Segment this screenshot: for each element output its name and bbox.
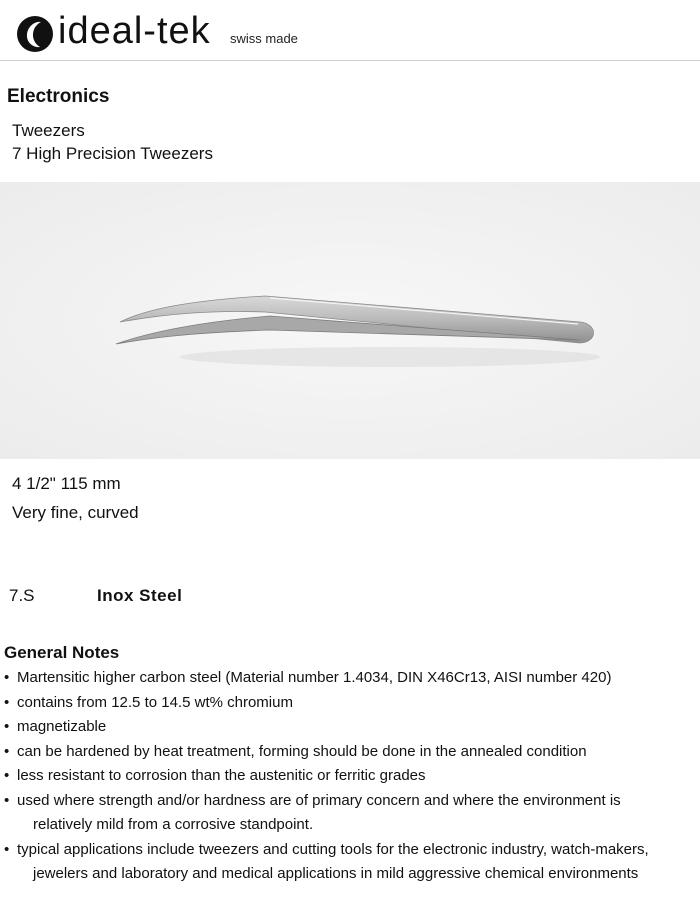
notes-title: General Notes bbox=[4, 643, 120, 662]
list-item: • typical applications include tweezers and cutting tools for the electronic industry, watch-makers, jewelers and laboratory and medical applications in mild aggressive chemical environments bbox=[4, 840, 649, 882]
product-code: 7.S bbox=[9, 586, 35, 605]
category-heading: Electronics bbox=[7, 86, 110, 107]
product-material: Inox Steel bbox=[97, 586, 183, 605]
list-item: • can be hardened by heat treatment, forming should be done in the annealed condition bbox=[4, 742, 587, 760]
list-item: • contains from 12.5 to 14.5 wt% chromium bbox=[4, 693, 293, 711]
page-header bbox=[0, 0, 700, 61]
product-tip: Very fine, curved bbox=[12, 503, 139, 522]
product-size: 4 1/2" 115 mm bbox=[12, 474, 121, 493]
list-item: • Martensitic higher carbon steel (Material number 1.4034, DIN X46Cr13, AISI number 420) bbox=[4, 669, 612, 686]
product-title: 7 High Precision Tweezers bbox=[12, 144, 213, 163]
curved-tweezers-photo bbox=[0, 182, 700, 459]
notes-list bbox=[4, 666, 700, 887]
list-item: • used where strength and/or hardness are of primary concern and where the environment is relatively mild from a corrosive standpoint. bbox=[4, 791, 621, 833]
brand-name: ideal-tek bbox=[58, 10, 211, 52]
list-item: • less resistant to corrosion than the austenitic or ferritic grades bbox=[4, 767, 426, 784]
crescent-circle-icon bbox=[16, 15, 54, 53]
brand-tagline: swiss made bbox=[230, 31, 298, 46]
list-item: • magnetizable bbox=[4, 718, 107, 735]
tweezers-drawing bbox=[0, 182, 700, 459]
product-type: Tweezers bbox=[12, 121, 85, 140]
